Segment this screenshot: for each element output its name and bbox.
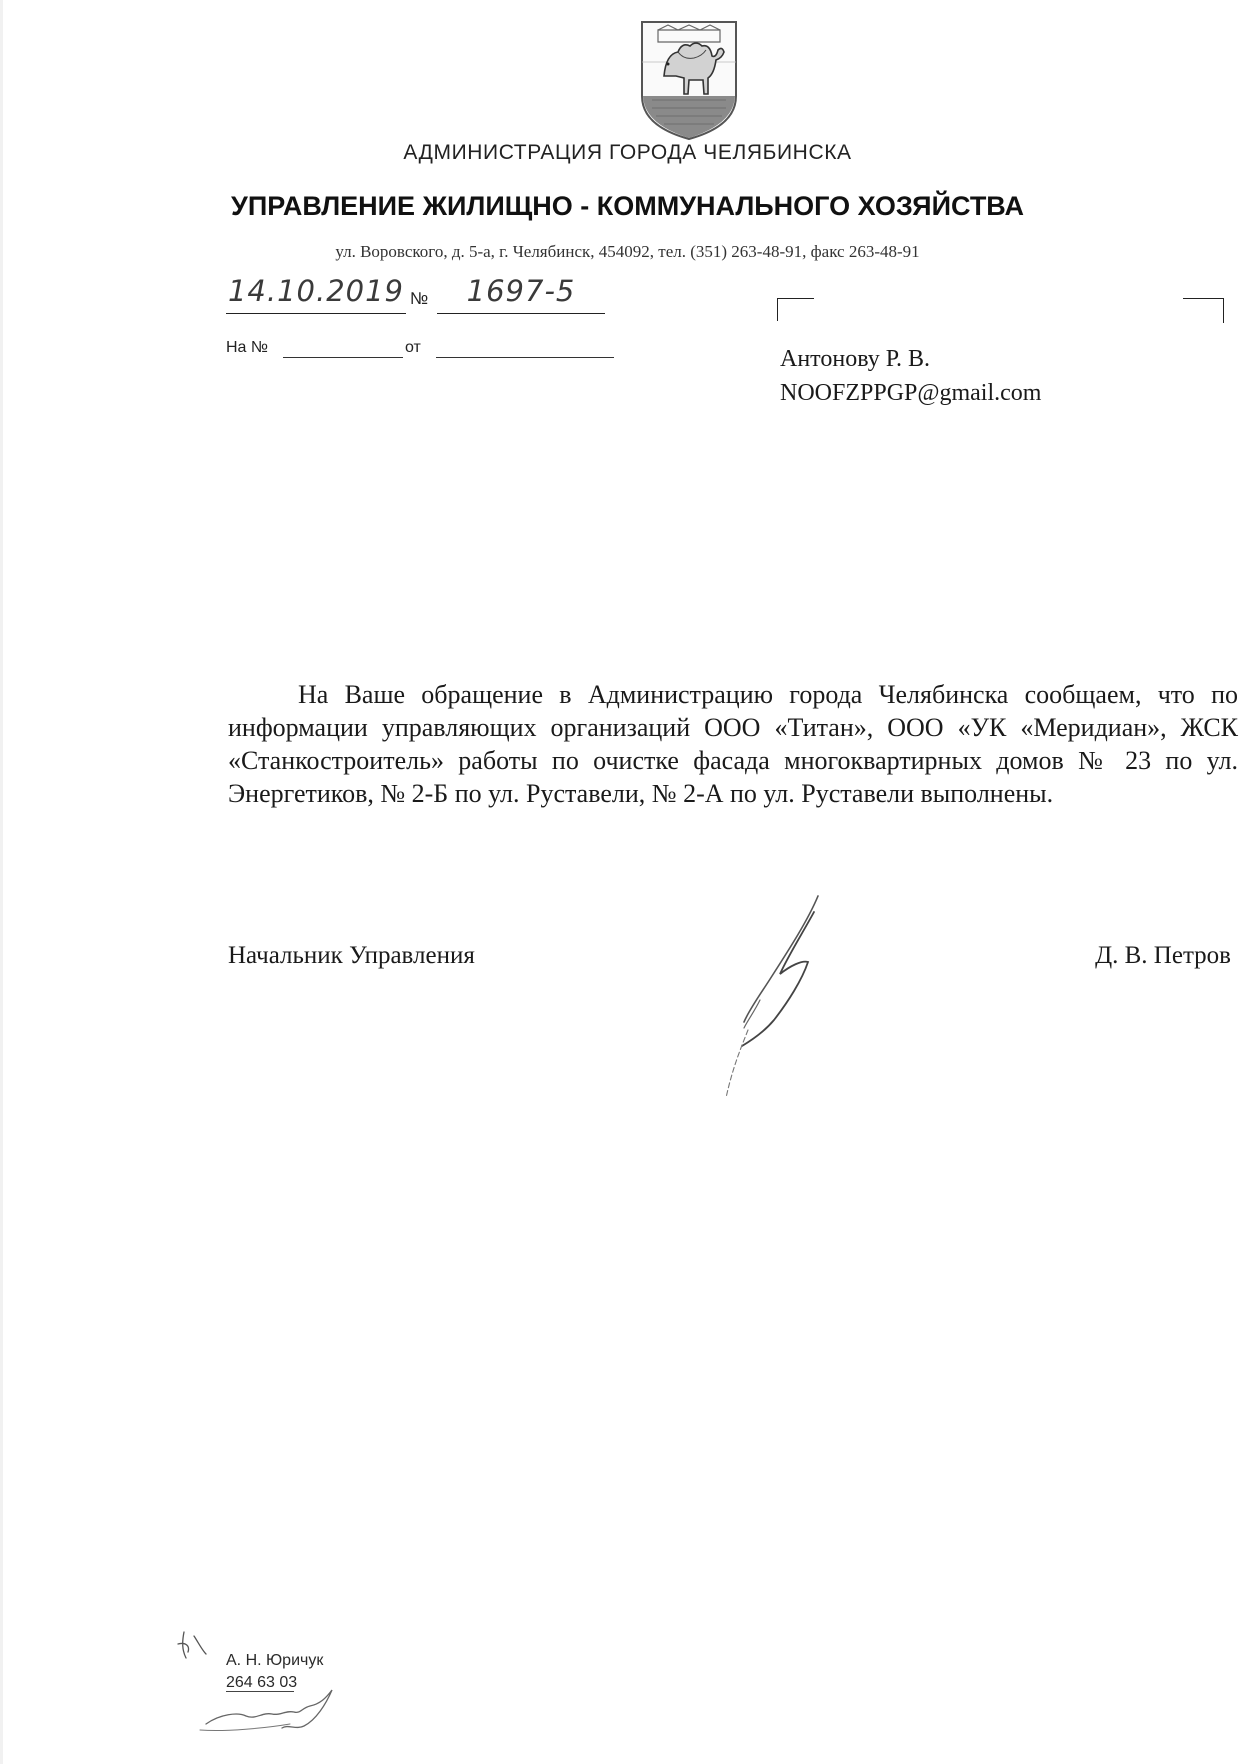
recipient-name: Антонову Р. В. [780,346,931,372]
reference-date-label: от [405,339,421,356]
reference-number-blank [283,357,403,358]
reference-number-label: На № [226,339,269,356]
recipient-block [780,342,1041,410]
signer-position: Начальник Управления [228,942,475,969]
executor-block [226,1650,323,1694]
registration-number-underline [437,313,605,314]
signer-name: Д. В. Петров [1095,942,1231,969]
address-bracket-right [1183,298,1224,323]
registration-date-underline [226,313,406,314]
registration-number: 1697-5 [466,274,576,308]
executor-name: А. Н. Юричук [226,1652,324,1669]
registration-date: 14.10.2019 [227,274,405,308]
department-address: ул. Воровского, д. 5-а, г. Челябинск, 454092, тел. (351) 263-48-91, факс 263-48-91 [335,242,920,261]
administration-title: АДМИНИСТРАЦИЯ ГОРОДА ЧЕЛЯБИНСКА [403,141,852,164]
executor-phone-underline [226,1691,294,1692]
registration-number-label: № [410,289,429,308]
executor-phone: 264 63 03 [226,1674,298,1691]
handwritten-signature [690,890,850,1105]
coat-of-arms-emblem [638,18,740,142]
reference-date-blank [436,357,614,358]
department-title: УПРАВЛЕНИЕ ЖИЛИЩНО - КОММУНАЛЬНОГО ХОЗЯЙСТВА [231,191,1024,221]
recipient-email: NOOFZPPGP@gmail.com [780,380,1042,406]
letter-body: На Ваше обращение в Администрацию города Челябинска сообщаем, что по информации управляющих организаций ООО «Титан», ООО «УК «Меридиан», ЖСК «Станкостроитель» работы по очистке фасада многоквартирных домов № 23 по ул. Энергетиков, № 2-Б по ул. Руставели, № 2-А по ул. Руставели выполнены. [228,680,1238,808]
scan-edge [0,0,3,1764]
address-bracket-left [777,298,814,321]
